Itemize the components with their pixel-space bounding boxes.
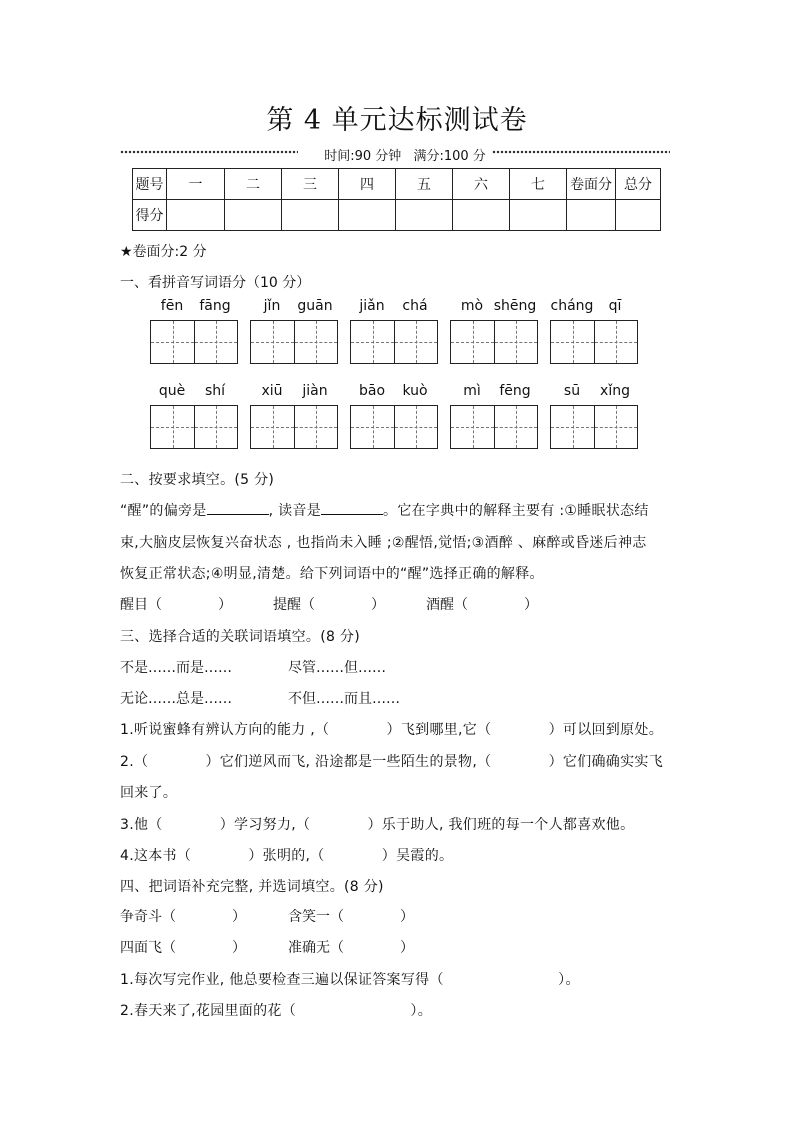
question-line[interactable]: 3.他（ ）学习努力,（ ）乐于助人, 我们班的每一个人都喜欢他。 [120, 817, 635, 833]
page-title: 第 4 单元达标测试卷 [266, 105, 528, 136]
score-input-cell[interactable] [567, 200, 616, 231]
score-table-score-row [133, 200, 661, 231]
writing-grid[interactable] [250, 320, 338, 364]
pinyin-word [450, 298, 538, 378]
pinyin-word [450, 383, 538, 463]
writing-grid[interactable] [450, 405, 538, 449]
question-line[interactable]: 1.每次写完作业, 他总要检查三遍以保证答案写得（ ）。 [120, 972, 580, 988]
score-cell: 总分 [616, 169, 661, 200]
score-cell: 卷面分 [567, 169, 616, 200]
pinyin-syllable: qī [608, 298, 622, 314]
section-1-heading: 一、看拼音写词语分（10 分） [120, 275, 311, 291]
pinyin-word [350, 383, 438, 463]
pinyin-syllable: xǐng [600, 383, 630, 399]
word-fill-item[interactable]: 提醒（ ） [273, 597, 385, 613]
pinyin-row-1 [150, 298, 650, 378]
pinyin-syllable: fēn [160, 298, 184, 314]
score-input-cell[interactable] [282, 200, 339, 231]
pinyin-word [250, 383, 338, 463]
pronunciation-blank[interactable] [321, 502, 383, 515]
pinyin-syllable: fēng [499, 383, 531, 399]
score-cell: 一 [167, 169, 225, 200]
pinyin-syllable: guān [297, 298, 333, 314]
exam-full-score: 满分:100 分 [413, 149, 486, 164]
exam-meta [120, 145, 660, 165]
writing-grid[interactable] [150, 405, 238, 449]
score-cell: 三 [282, 169, 339, 200]
pinyin-word [550, 383, 638, 463]
pinyin-word [150, 383, 238, 463]
word-fill-item[interactable]: 醒目（ ） [120, 597, 232, 613]
question-line[interactable]: 2.春天来了,花园里面的花（ ）。 [120, 1003, 433, 1019]
pinyin-syllable: bāo [358, 383, 386, 399]
score-table-header-row [133, 169, 661, 200]
pinyin-syllable: kuò [402, 383, 428, 399]
pinyin-word [550, 298, 638, 378]
pinyin-syllable: jiàn [302, 383, 328, 399]
idiom-fill-item[interactable]: 争奇斗（ ） [120, 909, 246, 925]
score-table [132, 168, 661, 231]
conjunction-option: 无论……总是…… [120, 691, 232, 707]
score-input-cell[interactable] [616, 200, 661, 231]
section-2-heading: 二、按要求填空。(5 分) [120, 472, 275, 488]
neatness-score: ★卷面分:2 分 [120, 244, 207, 260]
conjunction-option: 尽管……但…… [288, 660, 386, 676]
writing-grid[interactable] [550, 405, 638, 449]
question-line: 回来了。 [120, 785, 178, 801]
text-fragment: “醒”的偏旁是 [120, 503, 207, 519]
section-2-paragraph-line-1 [120, 500, 649, 520]
pinyin-word [350, 298, 438, 378]
question-line[interactable]: 4.这本书（ ）张明的,（ ）吴霞的。 [120, 848, 454, 864]
exam-time: 时间:90 分钟 [324, 149, 402, 164]
pinyin-syllable: mì [463, 383, 481, 399]
text-fragment: , 读音是 [268, 503, 322, 519]
pinyin-syllable: shí [204, 383, 226, 399]
decorative-wave-right [492, 150, 670, 154]
pinyin-syllable: xiū [261, 383, 283, 399]
pinyin-syllable: chá [402, 298, 428, 314]
score-cell: 六 [453, 169, 510, 200]
radical-blank[interactable] [207, 502, 269, 515]
pinyin-syllable: mò [460, 298, 484, 314]
question-line[interactable]: 1.听说蜜蜂有辨认方向的能力 ,（ ）飞到哪里,它（ ）可以回到原处。 [120, 722, 664, 738]
idiom-fill-item[interactable]: 含笑一（ ） [288, 909, 414, 925]
idiom-fill-item[interactable]: 四面飞（ ） [120, 940, 246, 956]
writing-grid[interactable] [150, 320, 238, 364]
conjunction-option: 不是……而是…… [120, 660, 232, 676]
score-cell: 五 [396, 169, 453, 200]
pinyin-syllable: què [158, 383, 186, 399]
pinyin-syllable: jiǎn [359, 298, 385, 314]
pinyin-word [250, 298, 338, 378]
section-4-heading: 四、把词语补充完整, 并选词填空。(8 分) [120, 879, 384, 895]
pinyin-row-2 [150, 383, 650, 463]
score-cell: 七 [510, 169, 567, 200]
text-fragment: 。它在字典中的解释主要有 :①睡眠状态结 [383, 503, 649, 519]
idiom-fill-item[interactable]: 准确无（ ） [288, 940, 414, 956]
score-input-cell[interactable] [339, 200, 396, 231]
decorative-wave-left [120, 150, 298, 154]
section-2-paragraph-line-3: 恢复正常状态;④明显,清楚。给下列词语中的“醒”选择正确的解释。 [120, 566, 544, 582]
section-3-heading: 三、选择合适的关联词语填空。(8 分) [120, 629, 360, 645]
question-line[interactable]: 2.（ ）它们逆风而飞, 沿途都是一些陌生的景物,（ ）它们确确实实飞 [120, 754, 664, 770]
score-input-cell[interactable] [453, 200, 510, 231]
score-input-cell[interactable] [167, 200, 225, 231]
word-fill-item[interactable]: 酒醒（ ） [426, 597, 538, 613]
score-input-cell[interactable] [225, 200, 282, 231]
pinyin-word [150, 298, 238, 378]
score-cell: 得分 [133, 200, 167, 231]
writing-grid[interactable] [450, 320, 538, 364]
conjunction-option: 不但……而且…… [288, 691, 400, 707]
pinyin-syllable: shēng [493, 298, 537, 314]
pinyin-syllable: sū [563, 383, 581, 399]
pinyin-syllable: fāng [199, 298, 231, 314]
pinyin-syllable: jǐn [263, 298, 281, 314]
score-input-cell[interactable] [510, 200, 567, 231]
writing-grid[interactable] [550, 320, 638, 364]
score-cell: 题号 [133, 169, 167, 200]
writing-grid[interactable] [350, 405, 438, 449]
score-input-cell[interactable] [396, 200, 453, 231]
score-cell: 二 [225, 169, 282, 200]
score-cell: 四 [339, 169, 396, 200]
section-2-paragraph-line-2: 束,大脑皮层恢复兴奋状态 , 也指尚未入睡 ;②醒悟,觉悟;③酒醉 、麻醉或昏迷后神志 [120, 535, 647, 551]
pinyin-syllable: cháng [550, 298, 594, 314]
writing-grid[interactable] [350, 320, 438, 364]
writing-grid[interactable] [250, 405, 338, 449]
